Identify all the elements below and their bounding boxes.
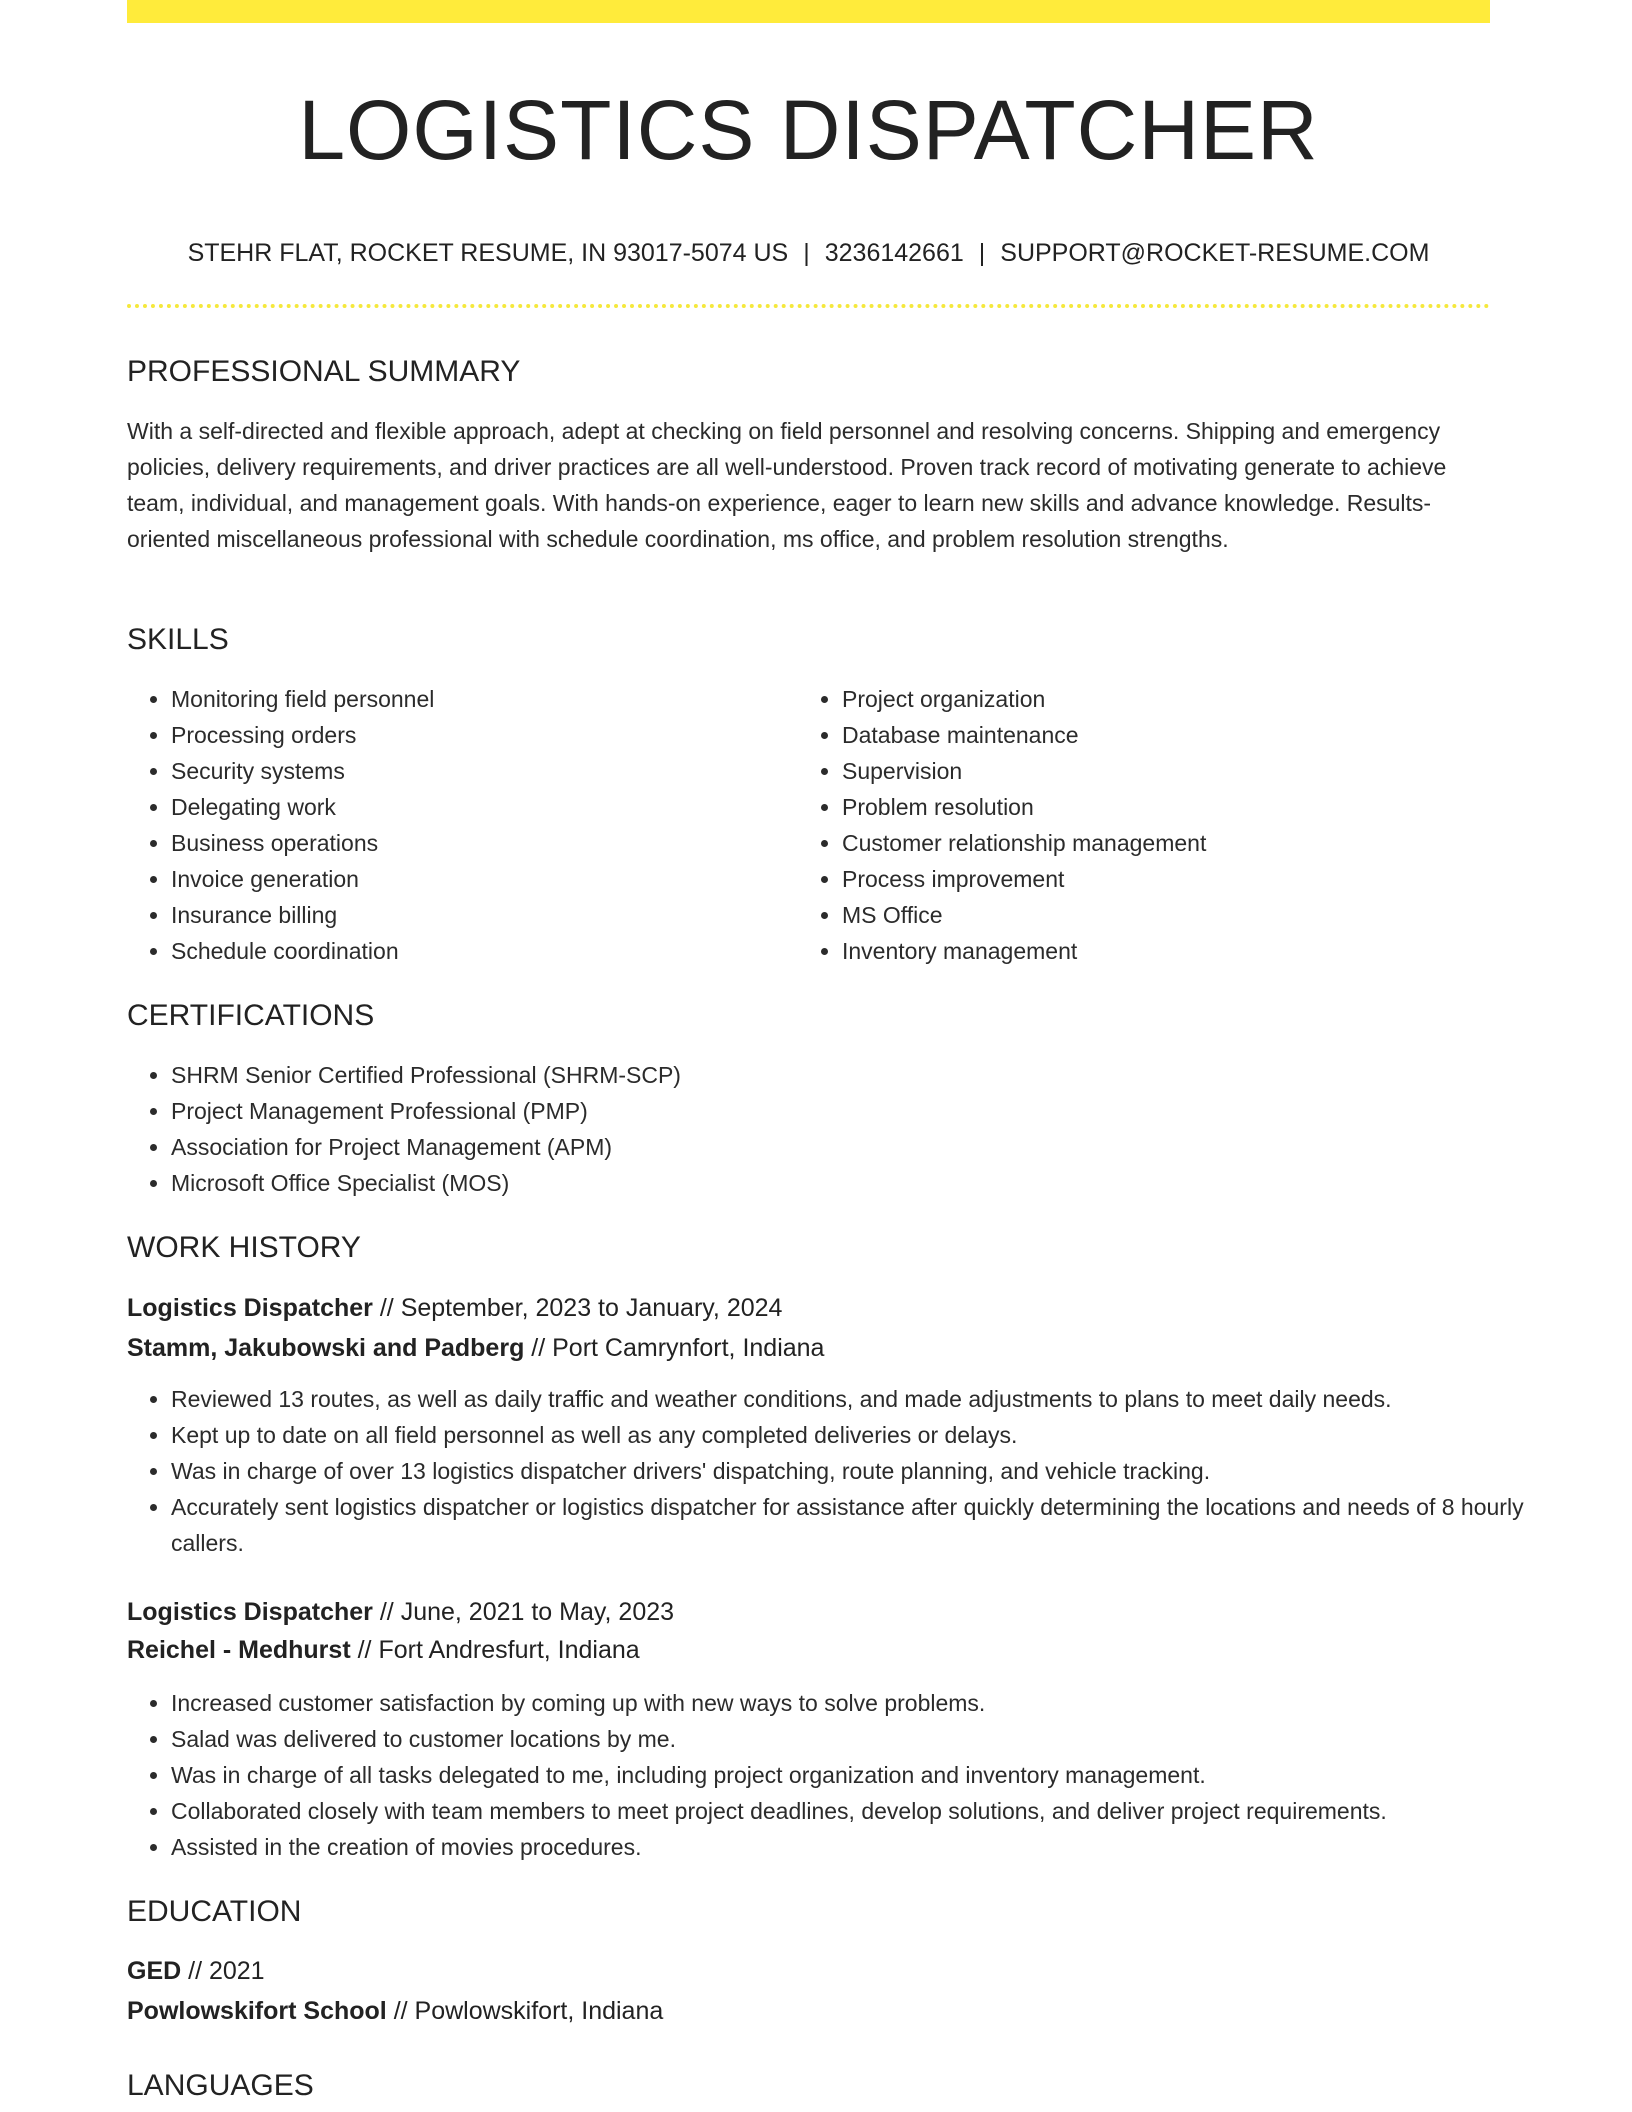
job-1-dates: // September, 2023 to January, 2024: [372, 1294, 783, 1322]
summary-text: With a self-directed and flexible approach, adept at checking on field personnel and resolving concerns. Shipping and emergency policies, delivery requirements, and driver practices are all well-understood. Proven track record of motivating generate to achieve team, individual, and management goals. With hands-on experience, eager to learn new skills and advance knowledge. Results-oriented miscellaneous professional with schedule coordination, ms office, and problem resolution strengths.: [127, 418, 1447, 552]
skill-item: • Database maintenance: [842, 717, 1462, 753]
skill-item: • Problem resolution: [842, 789, 1462, 825]
skill-item: • Security systems: [171, 753, 791, 789]
job-1-bullets: [127, 1381, 1534, 1561]
certifications-list: [127, 1057, 1471, 1201]
contact-email: SUPPORT@ROCKET-RESUME.COM: [1000, 239, 1430, 267]
contact-separator: |: [803, 239, 810, 267]
skills-list-right: [798, 681, 1462, 969]
education-heading: EDUCATION: [127, 1895, 302, 1928]
job-2-company: Reichel - Medhurst: [127, 1636, 351, 1664]
skill-item: • Customer relationship management: [842, 825, 1462, 861]
contact-separator: |: [978, 239, 986, 267]
candidate-name: LOGISTICS DISPATCHER: [298, 83, 1319, 177]
job-bullet: • Collaborated closely with team members to meet project deadlines, develop solutions, and deliver project requirements.: [171, 1793, 1534, 1829]
accent-bar: [127, 0, 1490, 23]
job-2-title-line: [127, 1592, 674, 1632]
job-2-role: Logistics Dispatcher: [127, 1598, 373, 1626]
work-history-heading: WORK HISTORY: [127, 1231, 361, 1264]
job-bullet: • Reviewed 13 routes, as well as daily traffic and weather conditions, and made adjustments to plans to meet daily needs.: [171, 1381, 1534, 1417]
skill-item: • Insurance billing: [171, 897, 791, 933]
job-1-company: Stamm, Jakubowski and Padberg: [127, 1334, 525, 1362]
skills-heading: SKILLS: [127, 623, 229, 656]
job-bullet: • Assisted in the creation of movies procedures.: [171, 1829, 1534, 1865]
job-1-role: Logistics Dispatcher: [127, 1294, 373, 1322]
job-2-location: // Fort Andresfurt, Indiana: [350, 1636, 640, 1664]
job-2-company-line: [127, 1630, 640, 1670]
skill-item: • Supervision: [842, 753, 1462, 789]
job-1-title-line: [127, 1288, 782, 1328]
job-bullet: • Kept up to date on all field personnel as well as any completed deliveries or delays.: [171, 1417, 1534, 1453]
job-2-bullets: [127, 1685, 1534, 1865]
skill-item: • Schedule coordination: [171, 933, 791, 969]
contact-address: STEHR FLAT, ROCKET RESUME, IN 93017-5074 US: [187, 239, 789, 267]
education-school-line: [127, 1991, 663, 2031]
job-bullet: • Increased customer satisfaction by coming up with new ways to solve problems.: [171, 1685, 1534, 1721]
education-degree-line: [127, 1951, 265, 1991]
certification-item: • SHRM Senior Certified Professional (SHRM-SCP): [171, 1057, 1471, 1093]
contact-line: [127, 233, 1490, 273]
certifications-heading: CERTIFICATIONS: [127, 999, 375, 1032]
summary-heading: PROFESSIONAL SUMMARY: [127, 355, 521, 388]
header-divider: [127, 304, 1490, 308]
skill-item: • Business operations: [171, 825, 791, 861]
certification-item: • Association for Project Management (APM): [171, 1129, 1471, 1165]
skill-item: • Inventory management: [842, 933, 1462, 969]
skill-item: • Processing orders: [171, 717, 791, 753]
job-bullet: • Was in charge of over 13 logistics dispatcher drivers' dispatching, route planning, and vehicle tracking.: [171, 1453, 1534, 1489]
skill-item: • Process improvement: [842, 861, 1462, 897]
education-school: Powlowskifort School: [127, 1997, 387, 2025]
skill-item: • Monitoring field personnel: [171, 681, 791, 717]
job-bullet: • Accurately sent logistics dispatcher or logistics dispatcher for assistance after quickly determining the locations and needs of 8 hourly callers.: [171, 1489, 1534, 1561]
skills-list-left: [127, 681, 791, 969]
certification-item: • Microsoft Office Specialist (MOS): [171, 1165, 1471, 1201]
job-1-location: // Port Camrynfort, Indiana: [524, 1334, 825, 1362]
job-bullet: • Was in charge of all tasks delegated to me, including project organization and inventory management.: [171, 1757, 1534, 1793]
contact-phone: 3236142661: [824, 239, 964, 267]
certification-item: • Project Management Professional (PMP): [171, 1093, 1471, 1129]
education-year: // 2021: [181, 1957, 265, 1985]
skill-item: • Delegating work: [171, 789, 791, 825]
skill-item: • Project organization: [842, 681, 1462, 717]
education-location: // Powlowskifort, Indiana: [386, 1997, 664, 2025]
job-bullet: • Salad was delivered to customer locations by me.: [171, 1721, 1534, 1757]
job-2-dates: // June, 2021 to May, 2023: [372, 1598, 675, 1626]
education-degree: GED: [127, 1957, 182, 1985]
skill-item: • MS Office: [842, 897, 1462, 933]
skill-item: • Invoice generation: [171, 861, 791, 897]
job-1-company-line: [127, 1328, 824, 1368]
languages-heading: LANGUAGES: [127, 2069, 314, 2102]
